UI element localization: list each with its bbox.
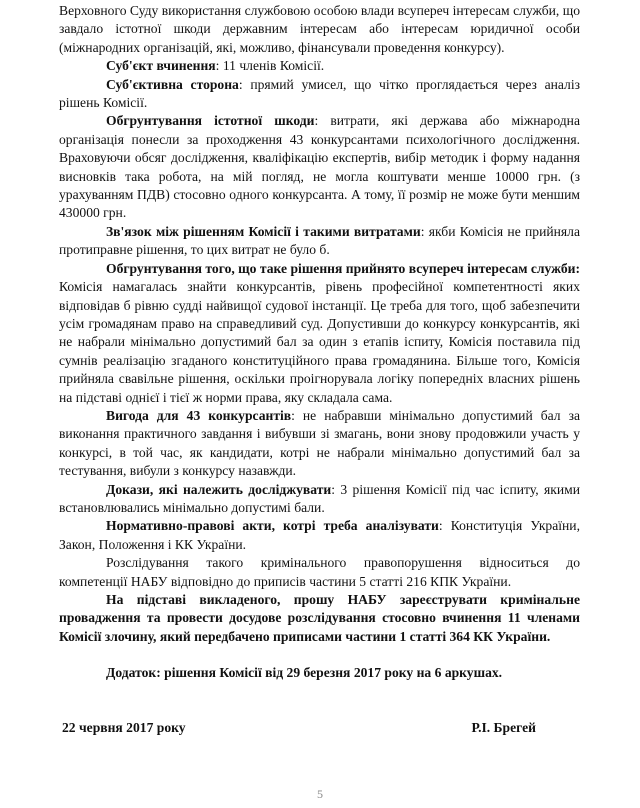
section-label: Зв'язок між рішенням Комісії і такими витратами <box>106 223 421 239</box>
section-subjective-side <box>59 76 580 113</box>
section-label: Обгрунтування істотної шкоди <box>106 113 315 129</box>
opening-paragraph: Верховного Суду використання службовою особою влади всупереч інтересам служби, що завдало істотної шкоди державним інтересам або інтересам юридичної особи (міжнародних організацій, які, можливо, фінансували проведення конкурсу). <box>59 3 580 55</box>
section-against-interests <box>59 260 580 407</box>
section-text: : прямий умисел, що чітко проглядається через аналіз рішень Комісії. <box>59 76 580 111</box>
section-text: : витрати, які держава або міжнародна організація понесли за проходження 43 конкурсантами психологічного дослідження. Враховуючи обсяг дослідження, кваліфікацію експертів, вибір методик і форму надання висновків така робота, на мій погляд, не могла коштувати менше 10000 грн. (з урахуванням ПДВ) стосовно одного конкурсанта. А тому, її розмір не може бути меншим 430000 грн. <box>59 113 580 221</box>
section-label: Обгрунтування того, що таке рішення прийнято всупереч інтересам служби: <box>106 260 580 276</box>
section-text: : якби Комісія не прийняла протиправне рішення, то цих витрат не було б. <box>59 223 580 258</box>
request-paragraph: На підставі викладеного, прошу НАБУ зареєструвати кримінальне провадження та провести досудове розслідування стосовно вчинення 11 членами Комісії злочину, який передбачено приписами частини 1 статті 364 КК України. <box>59 592 580 644</box>
section-benefit <box>59 407 580 481</box>
signatory-name: Р.І. Брегей <box>471 719 536 735</box>
section-text: : 3 рішення Комісії під час іспиту, якими встановлювались мінімально допустимі бали. <box>59 481 580 515</box>
signature-line <box>59 719 580 737</box>
section-legal-acts <box>59 517 580 554</box>
document-body <box>59 2 580 737</box>
section-label: Вигода для 43 конкурсантів <box>106 407 292 423</box>
document-date: 22 червня 2017 року <box>62 719 186 735</box>
section-text: : не набравши мінімально допустимий бал за виконання практичного завдання і вибувши зі змагань, вони знову продовжили участь у конкурсі, в той час, як кандидати, котрі не набрали мінімально допустимий бал за тестування, вибули з конкурсу назавжди. <box>59 407 580 479</box>
section-subject <box>59 57 580 75</box>
section-text: : 11 членів Комісії. <box>215 58 325 74</box>
attachment-line: Додаток: рішення Комісії від 29 березня 2017 року на 6 аркушах. <box>106 665 503 681</box>
page-number: 5 <box>317 787 323 801</box>
section-label: Суб'єкт вчинення <box>106 58 216 74</box>
section-label: Нормативно-правові акти, котрі треба аналізувати <box>106 518 439 534</box>
section-text: Комісія намагалась знайти конкурсантів, рівень професійної компетентності яких відповідав б рівню судді найвищої судової інстанції. Це треба для того, щоб забезпечити усім громадянам право на справедливий суд. Допустивши до конкурсу конкурсантів, які не набрали мінімально допустимий бал за один з етапів іспиту, Комісія поставила під сумнів реалізацію згаданого конституційного права громадянина. Більше того, Комісія прийняла свавільне рішення, оскільки проігнорувала логіку попередніх власних рішень на підставі однієї і тієї ж норми права, яку складала сама. <box>59 279 580 405</box>
section-label: Докази, які належить досліджувати <box>106 481 332 497</box>
section-label: Суб'єктивна сторона <box>106 76 239 92</box>
jurisdiction-paragraph: Розслідування такого кримінального правопорушення відноситься до компетенції НАБУ відповідно до приписів частини 5 статті 216 КПК України. <box>59 555 580 589</box>
section-causal-link <box>59 223 580 260</box>
section-text: : Конституція України, Закон, Положення і КК України. <box>59 518 580 552</box>
section-damage-justification <box>59 112 580 222</box>
section-evidence <box>59 481 580 518</box>
